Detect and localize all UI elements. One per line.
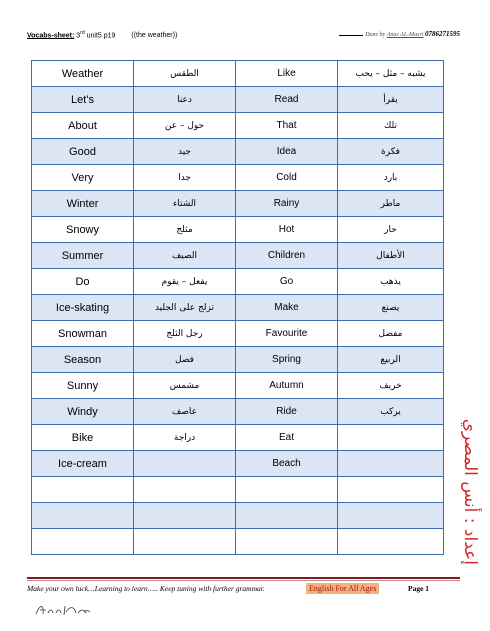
arabic-meaning-cell: مفضل — [338, 321, 444, 347]
arabic-meaning-cell: الصيف — [134, 243, 236, 269]
table-row — [32, 321, 444, 347]
english-word-cell: About — [32, 113, 134, 139]
english-word-cell: Weather — [32, 61, 134, 87]
arabic-meaning-cell: عاصف — [134, 399, 236, 425]
english-word-cell: Spring — [236, 347, 338, 373]
arabic-meaning-cell — [134, 451, 236, 477]
english-word-cell: Eat — [236, 425, 338, 451]
footer-rule — [27, 577, 460, 579]
page-footer — [27, 583, 460, 597]
table-row — [32, 217, 444, 243]
english-word-cell: Rainy — [236, 191, 338, 217]
table-row — [32, 503, 444, 529]
topic-title: ((the weather)) — [131, 32, 178, 40]
english-word-cell: Summer — [32, 243, 134, 269]
english-word-cell: Cold — [236, 165, 338, 191]
footer-rule-thin — [27, 580, 460, 581]
side-author-text — [447, 295, 487, 565]
page-header — [27, 30, 460, 44]
english-word-cell: Do — [32, 269, 134, 295]
english-word-cell: Ride — [236, 399, 338, 425]
english-word-cell — [236, 529, 338, 555]
arabic-meaning-cell: الربيع — [338, 347, 444, 373]
done-by-label: Done by — [365, 32, 386, 38]
footer-motto: Make your own luck…Learning to learn….. Keep tuning with further grammar. — [27, 584, 265, 593]
english-word-cell: Good — [32, 139, 134, 165]
english-word-cell — [236, 477, 338, 503]
english-word-cell: Children — [236, 243, 338, 269]
table-row — [32, 113, 444, 139]
table-row — [32, 139, 444, 165]
footer-brand: English For All Ages — [306, 583, 379, 594]
arabic-meaning-cell: مشمس — [134, 373, 236, 399]
page-number: Page 1 — [408, 584, 430, 593]
table-row — [32, 399, 444, 425]
arabic-meaning-cell: يشبه – مثل – يحب — [338, 61, 444, 87]
arabic-meaning-cell — [134, 503, 236, 529]
english-word-cell: Hot — [236, 217, 338, 243]
english-word-cell — [32, 529, 134, 555]
table-row — [32, 373, 444, 399]
table-row — [32, 425, 444, 451]
table-row — [32, 347, 444, 373]
english-word-cell: Beach — [236, 451, 338, 477]
arabic-meaning-cell: يقرأ — [338, 87, 444, 113]
arabic-meaning-cell: ماطر — [338, 191, 444, 217]
english-word-cell: Like — [236, 61, 338, 87]
english-word-cell: Sunny — [32, 373, 134, 399]
arabic-meaning-cell: بارد — [338, 165, 444, 191]
arabic-meaning-cell: حار — [338, 217, 444, 243]
arabic-meaning-cell: تلك — [338, 113, 444, 139]
english-word-cell: Autumn — [236, 373, 338, 399]
arabic-meaning-cell: يذهب — [338, 269, 444, 295]
arabic-meaning-cell — [338, 503, 444, 529]
english-word-cell: Make — [236, 295, 338, 321]
arabic-meaning-cell: فصل — [134, 347, 236, 373]
arabic-meaning-cell — [134, 529, 236, 555]
table-row — [32, 243, 444, 269]
table-row — [32, 87, 444, 113]
arabic-meaning-cell: تزلج على الجليد — [134, 295, 236, 321]
arabic-meaning-cell: دعنا — [134, 87, 236, 113]
english-word-cell: Read — [236, 87, 338, 113]
english-word-cell: Snowman — [32, 321, 134, 347]
english-word-cell: Snowy — [32, 217, 134, 243]
sheet-title — [27, 30, 177, 39]
unit-number: 3 — [76, 32, 81, 40]
unit-reference: unit5 p19 — [86, 32, 116, 40]
author-name: Anas AL-Masri — [386, 32, 424, 38]
english-word-cell: Ice-cream — [32, 451, 134, 477]
sheet-label: Vocabs-sheet: — [27, 32, 75, 40]
english-word-cell: Bike — [32, 425, 134, 451]
table-row — [32, 165, 444, 191]
english-word-cell: Winter — [32, 191, 134, 217]
table-row — [32, 451, 444, 477]
signature-line — [339, 35, 363, 36]
table-row — [32, 269, 444, 295]
arabic-meaning-cell — [338, 477, 444, 503]
english-word-cell: Windy — [32, 399, 134, 425]
arabic-meaning-cell: حول – عن — [134, 113, 236, 139]
english-word-cell: Favourite — [236, 321, 338, 347]
arabic-meaning-cell — [134, 477, 236, 503]
arabic-meaning-cell: يفعل – يقوم — [134, 269, 236, 295]
arabic-meaning-cell: مثلج — [134, 217, 236, 243]
table-row — [32, 477, 444, 503]
arabic-meaning-cell: جيد — [134, 139, 236, 165]
author-credit — [339, 30, 460, 38]
table-row — [32, 61, 444, 87]
handwritten-signature — [34, 600, 94, 620]
english-word-cell: Idea — [236, 139, 338, 165]
english-word-cell: That — [236, 113, 338, 139]
arabic-meaning-cell — [338, 425, 444, 451]
side-author-label: إعداد : أنس المصري — [460, 418, 480, 565]
author-phone: 0786271595 — [425, 30, 460, 38]
arabic-meaning-cell: الشتاء — [134, 191, 236, 217]
arabic-meaning-cell: خريف — [338, 373, 444, 399]
vocabulary-table — [31, 60, 444, 555]
arabic-meaning-cell: فكرة — [338, 139, 444, 165]
arabic-meaning-cell: الطقس — [134, 61, 236, 87]
english-word-cell: Season — [32, 347, 134, 373]
unit-suffix: rd — [80, 30, 85, 36]
table-row — [32, 529, 444, 555]
arabic-meaning-cell: الأطفال — [338, 243, 444, 269]
arabic-meaning-cell: جدا — [134, 165, 236, 191]
arabic-meaning-cell: يركب — [338, 399, 444, 425]
table-row — [32, 191, 444, 217]
english-word-cell — [32, 503, 134, 529]
table-row — [32, 295, 444, 321]
arabic-meaning-cell: دراجة — [134, 425, 236, 451]
arabic-meaning-cell — [338, 451, 444, 477]
arabic-meaning-cell: رجل الثلج — [134, 321, 236, 347]
arabic-meaning-cell — [338, 529, 444, 555]
english-word-cell: Go — [236, 269, 338, 295]
english-word-cell: Very — [32, 165, 134, 191]
english-word-cell — [236, 503, 338, 529]
arabic-meaning-cell: يصنع — [338, 295, 444, 321]
english-word-cell — [32, 477, 134, 503]
english-word-cell: Let's — [32, 87, 134, 113]
english-word-cell: Ice-skating — [32, 295, 134, 321]
